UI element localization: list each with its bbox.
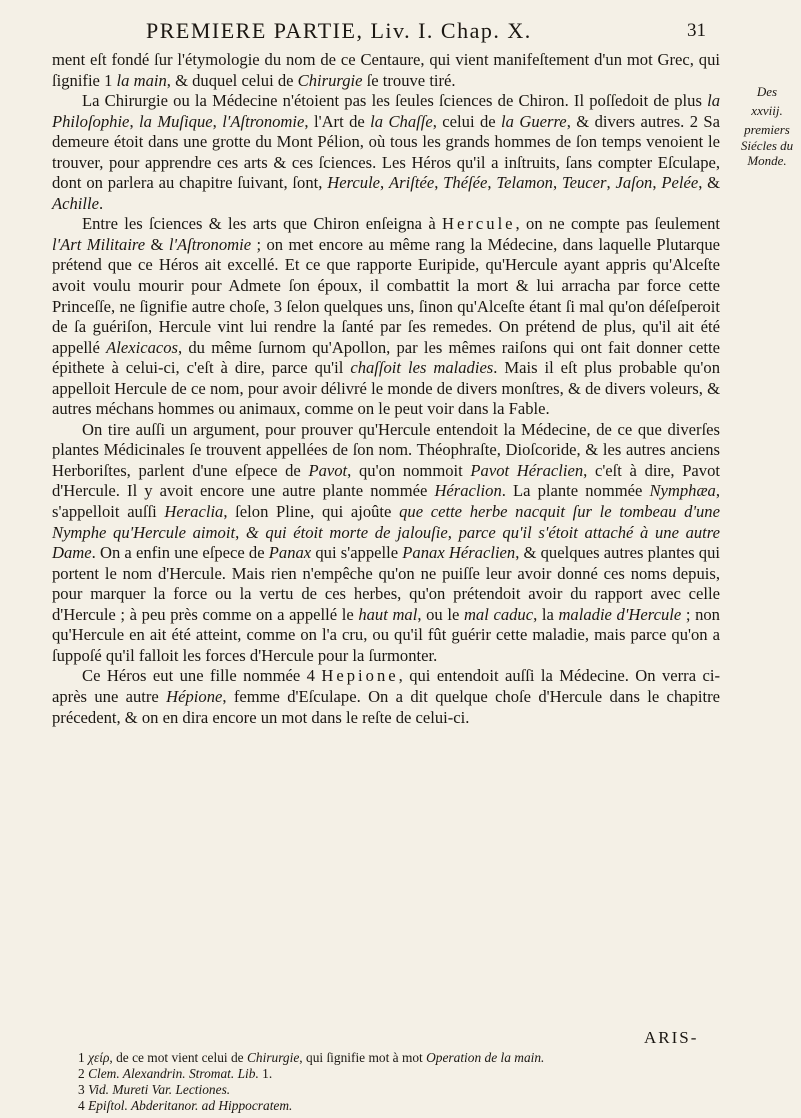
text-run: Pelée — [661, 173, 699, 193]
text-run: . Mais il eſt plus probable qu'on appelloit Hercule de ce nom, pour avoir délivré le monde de divers monſtres, & de divers voleurs, & autres méchans hommes ou animaux, comme on le peut voir dans la Fable. — [52, 358, 720, 419]
text-run: ; on met encore au même rang la Médecine, dans laquelle Plutarque prétend que ce Héros ait excellé. Et ce que rapporte Euripide, qu'Hercule ayant appris qu'Alceſte avoit voulu mourir pour Admete ſon époux, il combattit la mort & lui arracha par force cette Princeſſe, ne ſignifie autre choſe, 3 ſelon quelques uns, ſinon qu'Alceſte étant ſi mal qu'on déſeſperoit de ſa guériſon, Hercule vint lui rendre la ſanté par ſes remedes. On prétend de plus, qu'il ait été appellé — [52, 234, 720, 357]
text-run: Pavot Héraclien — [470, 460, 584, 480]
text-run: , qui entendoit auſſi la Médecine. On verra ci-après une autre — [52, 666, 720, 706]
text-run: & qui étoit morte de jalouſie — [245, 522, 448, 542]
text-run: Heraclia — [164, 502, 224, 522]
footnote-number: 1 — [78, 1050, 85, 1065]
text-run: , — [652, 173, 662, 193]
text-run: Hercule — [327, 173, 381, 193]
footnote-text: , de ce mot vient celui de — [109, 1050, 247, 1065]
text-run: Ariſtée — [389, 173, 435, 193]
text-run: On tire auſſi un argument, pour prouver qu'Hercule entendoit la Médecine, de ce que diverſes plantes Médicinales ſe trouvent appellées de ſon nom. Théophraſte, Dioſcoride, & les autres anciens Herboriſtes, parlent d'une eſpece de — [52, 419, 720, 480]
text-run: , & quelques autres plantes qui portent le nom d'Hercule. Mais rien n'empêche qu'on ne puiſſe leur avoir donné ces noms depuis, pour marquer la force ou la vertu de ces herbes, qu'on prétendoit avoir du rapport avec celle d'Hercule ; à peu près comme on a appellé le — [52, 543, 720, 624]
text-run: la Chaſſe — [370, 111, 433, 131]
text-run: la Philoſophie — [52, 91, 720, 131]
margin-note-siecles: Siécles du — [740, 138, 794, 153]
footnotes — [78, 1050, 728, 1114]
margin-note-monde: Monde. — [747, 153, 787, 168]
text-run: la Guerre — [501, 111, 567, 131]
page-number: 31 — [687, 20, 706, 41]
paragraph — [52, 420, 720, 667]
text-run: , — [447, 522, 459, 542]
paragraph — [52, 50, 720, 91]
text-run: , qu'on nommoit — [347, 460, 471, 480]
margin-note-premiers: premiers — [744, 122, 790, 137]
text-run: Achille — [52, 193, 99, 213]
text-run: Jaſon — [615, 173, 653, 193]
footnote-number: 2 — [78, 1066, 85, 1081]
text-run: , & divers autres. 2 Sa demeure étoit dans une grotte du Mont Pélion, où tous les grands hommes de ſon temps venoient le trouver, pour apprendre ces arts & ces ſciences. Les Héros qu'il a inſtruits, ſans compter Eſculape, dont on parlera au chapitre ſuivant, ſont, — [52, 111, 721, 193]
text-run: , la — [533, 604, 559, 624]
text-run: . La plante nommée — [501, 481, 650, 501]
text-run: chaſſoit les maladies — [350, 358, 494, 378]
text-run: , — [212, 111, 223, 131]
text-run: , l'Art de — [304, 111, 371, 131]
catchword: ARIS- — [644, 1028, 699, 1047]
text-run: La Chirurgie ou la Médecine n'étoient pas les ſeules ſciences de Chiron. Il poſſedoit de plus — [82, 91, 708, 111]
text-run: la Muſique — [139, 111, 213, 131]
text-run: parce qu'il s'étoit attaché à une autre Dame — [52, 522, 720, 563]
text-run: que cette herbe nacquit ſur le tombeau d'une Nymphe qu'Hercule aimoit — [52, 502, 720, 542]
text-run: , on ne compte pas ſeulement — [515, 214, 720, 234]
footnote-text: , qui ſignifie mot à mot — [299, 1050, 427, 1065]
text-run: Théſée — [443, 173, 488, 193]
footnote-text: Vid. Mureti Var. Lectiones. — [88, 1082, 231, 1097]
footnote — [78, 1066, 728, 1082]
paragraph — [52, 666, 720, 728]
text-run: , — [380, 173, 390, 193]
text-run: mal caduc — [463, 604, 534, 624]
text-run: , & — [698, 173, 721, 193]
text-run: , s'appelloit auſſi — [52, 481, 720, 522]
text-run: Alexicacos — [106, 337, 179, 357]
footnote-text: Operation de la main. — [426, 1050, 545, 1065]
text-run: ſe trouve tiré. — [362, 70, 456, 90]
text-run: Pavot — [308, 460, 348, 480]
footnote-text: Chirurgie — [246, 1050, 300, 1065]
margin-note-des: Des — [756, 84, 778, 99]
text-run: Hercule — [442, 214, 516, 234]
footnote — [78, 1050, 728, 1066]
text-run: Chirurgie — [297, 70, 363, 90]
text-run: , — [129, 111, 139, 131]
text-run: , & duquel celui de — [166, 70, 298, 90]
running-title: PREMIERE PARTIE, Liv. I. Chap. X. — [146, 18, 532, 43]
text-run: , — [487, 173, 497, 193]
text-run: l'Aſtronomie — [222, 111, 305, 131]
page-header — [146, 18, 706, 46]
text-run: Ce Héros eut une fille nommée 4 — [82, 666, 322, 686]
text-run: Panax Héraclien — [402, 543, 516, 563]
text-run: Nymphæa — [649, 481, 716, 501]
text-run: . — [99, 193, 104, 213]
footnote-text: Clem. Alexandrin. Stromat. Lib. — [88, 1066, 259, 1081]
footnote-text: 1. — [258, 1066, 273, 1081]
text-run: , — [606, 173, 616, 193]
text-run: Héraclion — [434, 481, 502, 501]
text-run: , — [235, 522, 246, 542]
text-run: haut mal — [358, 604, 418, 624]
footnote — [78, 1082, 728, 1098]
text-run: & — [145, 234, 169, 254]
footnote-text: Epiſtol. Abderitanor. ad Hippocratem. — [88, 1098, 293, 1113]
text-run: , ſelon Pline, qui ajoûte — [223, 502, 400, 522]
margin-note-xxviij: xxviij. — [751, 103, 783, 118]
paragraph — [52, 91, 720, 214]
text-run: , — [552, 173, 562, 193]
text-run: Telamon — [496, 173, 553, 193]
text-run: , celui de — [432, 111, 502, 131]
text-run: l'Art Militaire — [52, 234, 146, 254]
text-run: Hépione — [166, 686, 223, 706]
text-run: , c'eſt à dire, Pavot d'Hercule. Il y avoit encore une autre plante nommée — [52, 460, 720, 501]
text-run: l'Aſtronomie — [168, 234, 252, 254]
text-run: Teucer — [561, 173, 607, 193]
text-run: , — [434, 173, 444, 193]
text-run: ; non qu'Hercule en ait été atteint, comme on l'a cru, ou qu'il fût guérir cette maladie, mais parce qu'on a ſuppoſé qu'il falloit les forces d'Hercule pour la ſurmonter. — [52, 604, 720, 665]
text-run: , ou le — [417, 604, 464, 624]
text-run: , du même ſurnom qu'Apollon, par les mêmes raiſons qui ont fait donner cette épithete à celui-ci, c'eſt à dire, parce qu'il — [52, 337, 720, 378]
footnote-number: 3 — [78, 1082, 85, 1097]
text-run: Entre les ſciences & les arts que Chiron enſeigna à — [82, 214, 443, 234]
footnote-text: χείρ — [88, 1050, 110, 1065]
text-run: , femme d'Eſculape. On a dit quelque choſe d'Hercule dans le chapitre précedent, & on en dira encore un mot dans le reſte de celui-ci. — [52, 686, 720, 727]
text-run: . On a enfin une eſpece de — [91, 543, 269, 563]
text-run: la main — [116, 70, 167, 90]
footnote-number: 4 — [78, 1098, 85, 1113]
footnote — [78, 1098, 728, 1114]
paragraph — [52, 214, 720, 419]
text-run: Hepione — [321, 666, 399, 686]
text-run: ment eſt fondé ſur l'étymologie du nom de ce Centaure, qui vient manifeſtement d'un mot Grec, qui ſignifie 1 — [52, 50, 720, 90]
text-run: maladie d'Hercule — [558, 604, 682, 624]
text-run: qui s'appelle — [311, 543, 403, 563]
text-run: Panax — [268, 543, 312, 563]
main-text — [52, 50, 720, 728]
